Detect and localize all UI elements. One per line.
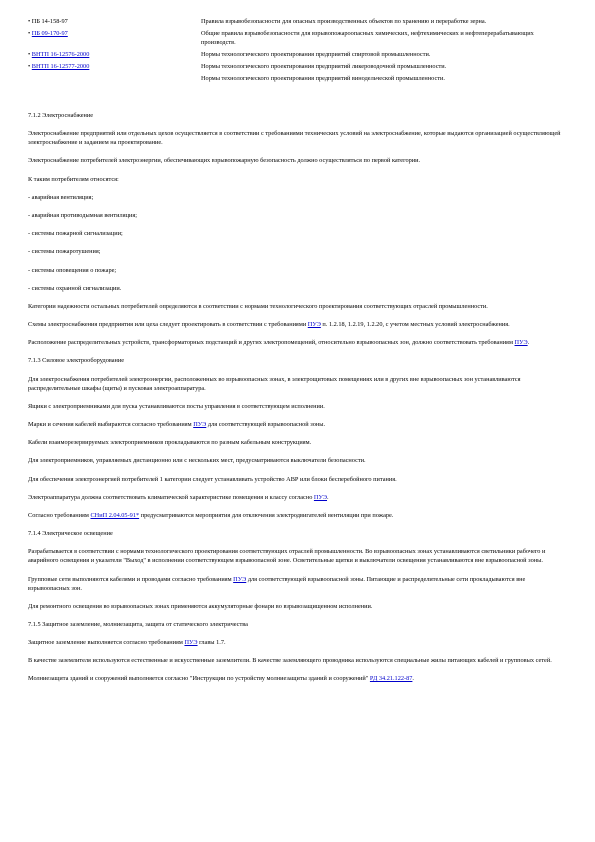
reference-row (28, 74, 568, 86)
reference-code-cell (28, 29, 201, 50)
paragraph (28, 493, 568, 502)
text: Марки и сечения кабелей выбираются согласно требованиям (28, 421, 194, 428)
text: предусматриваются мероприятия для отключения электродвигателей вентиляции при пожаре. (139, 511, 394, 519)
paragraph: Электроснабжение предприятий или отдельных цехов осуществляется в соответствии с требованиями технических условий на электроснабжение, которые выдаются организацией осуществляющей электроснабжение и заданием на проектирование. (28, 130, 561, 147)
text: Защитное заземление выполняется согласно требованиям (28, 639, 185, 647)
paragraph: Разрабатывается в соответствии с нормами технологического проектирования соответствующих отраслей промышленности. Во взрывоопасных зонах устанавливаются светильники рабочего и аварийного освещения и указатели "Выход" в исполнении соответствующем взрывоопасной зоне. Осветительные щитки и выключатели освещения устанавливаются вне взрывоопасной зоны. (28, 548, 546, 565)
paragraph (28, 320, 568, 329)
list-item: - аварийная вентиляция; (28, 193, 94, 201)
paragraph: Для обеспечения электроэнергией потребителей 1 категории следует устанавливать устройство АВР или блоки бесперебойного питания. (28, 475, 397, 483)
reference-link-vntp-16-12577[interactable]: ВНТП 16-12577-2000 (31, 63, 90, 70)
reference-link-vntp-16-12576[interactable]: ВНТП 16-12576-2000 (31, 51, 90, 58)
reference-title: Общие правила взрывобезопасности для взрывопожароопасных химических, нефтехимических и нефтеперерабатывающих производств. (201, 30, 534, 46)
bullet: • (28, 63, 31, 70)
text: . (412, 675, 414, 683)
reference-row (28, 17, 568, 29)
section-heading-7-1-5: 7.1.5 Защитное заземление, молниезащита, защита от статического электричества (28, 620, 248, 628)
pue-link[interactable]: ПУЭ (193, 421, 207, 428)
paragraph: Электроснабжение потребителей электроэнергии, обеспечивающих взрывопожарную безопасность должно осуществляться по первой категории. (28, 157, 421, 165)
text: п. 1.2.18, 1.2.19, 1.2.20, с учетом местных условий электроснабжения. (320, 321, 510, 329)
paragraph: Категории надежности остальных потребителей определяются в соответствии с нормами технологического проектирования соответствующих отраслей промышленности. (28, 302, 488, 310)
text: Расположение распределительных устройств, трансформаторных подстанций и других электропомещений, относительно взрывоопасных зон, должно соответствовать требованиям (28, 339, 515, 347)
reference-code-cell (28, 17, 201, 29)
paragraph: Для электроснабжения потребителей электроэнергии, расположенных во взрывоопасных зонах, в электрощитовых помещениях или в других вне взрывоопасных зон устанавливаются распределительные шкафы (щиты) и пусковая электроаппаратура. (28, 375, 521, 392)
reference-code-cell (28, 50, 201, 62)
text: главы 1.7. (197, 639, 226, 647)
document-body (28, 111, 568, 693)
text: для соответствующей взрывоопасной зоны. (206, 421, 326, 428)
list-item: - системы пожаротушения; (28, 248, 101, 256)
text: . (327, 493, 329, 501)
reference-title: Нормы технологического проектирования предприятий винодельческой промышленности. (201, 75, 445, 82)
text: . (527, 339, 530, 347)
text: Молниезащита зданий и сооружений выполняется согласно "Инструкции по устройству молниезащиты зданий и сооружений" (28, 675, 370, 683)
references-body (28, 17, 568, 86)
paragraph (28, 420, 568, 429)
paragraph (28, 338, 568, 347)
paragraph: Кабели взаиморезервируемых электроприемников прокладываются по разным кабельным конструкциям. (28, 439, 312, 447)
pue-link[interactable]: ПУЭ (514, 339, 528, 347)
section-heading-7-1-4: 7.1.4 Электрическое освещение (28, 530, 113, 538)
paragraph (28, 674, 568, 683)
pue-link[interactable]: ПУЭ (313, 493, 328, 501)
paragraph: В качестве заземлителя используются естественные и искусственные заземлители. В качестве заземляющего проводника используются специальные жилы питающих кабелей и групповых сетей. (28, 657, 552, 665)
rd-link[interactable]: РД 34.21.122-87 (369, 675, 413, 683)
reference-row (28, 62, 568, 74)
paragraph (28, 638, 568, 647)
text: для соответствующей взрывоопасной зоны. Питающие и распределительные сети прокладываются вне взрывоопасных зон. (28, 575, 526, 592)
bullet: • (28, 51, 31, 58)
reference-link-pb-09-170-97[interactable]: ПБ 09-170-97 (31, 30, 68, 37)
reference-row (28, 50, 568, 62)
paragraph: Для электроприемников, управляемых дистанционно или с нескольких мест, предусматриваются выключатели безопасности. (28, 457, 366, 465)
pue-link[interactable]: ПУЭ (184, 639, 198, 647)
reference-title: Нормы технологического проектирования предприятий спиртовой промышленности. (201, 51, 431, 58)
list-item: - системы пожарной сигнализации; (28, 230, 123, 238)
bullet: • (28, 30, 31, 37)
paragraph (28, 511, 568, 520)
text: Групповые сети выполняются кабелями и проводами согласно требованиям (28, 575, 234, 583)
list-item: - аварийная противодымная вентиляция; (28, 211, 137, 219)
section-heading-7-1-3: 7.1.3 Силовое электрооборудование (28, 357, 125, 365)
text: Схемы электроснабжения предприятия или цеха следует проектировать в соответствии с требованиями (28, 321, 308, 329)
reference-code-cell (28, 62, 201, 74)
snip-link[interactable]: СНиП 2.04.05-91* (90, 511, 140, 519)
reference-title: Нормы технологического проектирования предприятий ликероводочной промышленности. (201, 63, 447, 70)
paragraph: К таким потребителям относятся: (28, 175, 119, 183)
paragraph (28, 575, 568, 593)
section-heading-7-1-2: 7.1.2 Электроснабжение (28, 112, 94, 119)
bullet: • (28, 18, 31, 25)
paragraph: Ящики с электроприемниками для пуска устанавливаются посты управления в соответствующем исполнении. (28, 402, 325, 410)
reference-code-cell (28, 74, 201, 86)
reference-title: Правила взрывобезопасности для опасных производственных объектов по хранению и переработке зерна. (201, 18, 487, 25)
text: Электроаппаратура должна соответствовать климатической характеристике помещения и классу согласно (28, 493, 314, 501)
pue-link[interactable]: ПУЭ (233, 575, 247, 583)
pue-link[interactable]: ПУЭ (307, 321, 321, 329)
reference-code: ПБ 14-158-97 (31, 18, 68, 25)
text: Согласно требованиям (28, 511, 91, 519)
normative-references-table (28, 17, 568, 86)
list-item: - системы охранной сигнализации. (28, 284, 122, 292)
paragraph: Для ремонтного освещения во взрывоопасных зонах применяются аккумуляторные фонари во взрывозащищенном исполнении. (28, 602, 373, 610)
list-item: - системы оповещения о пожаре; (28, 266, 117, 274)
reference-row (28, 29, 568, 50)
